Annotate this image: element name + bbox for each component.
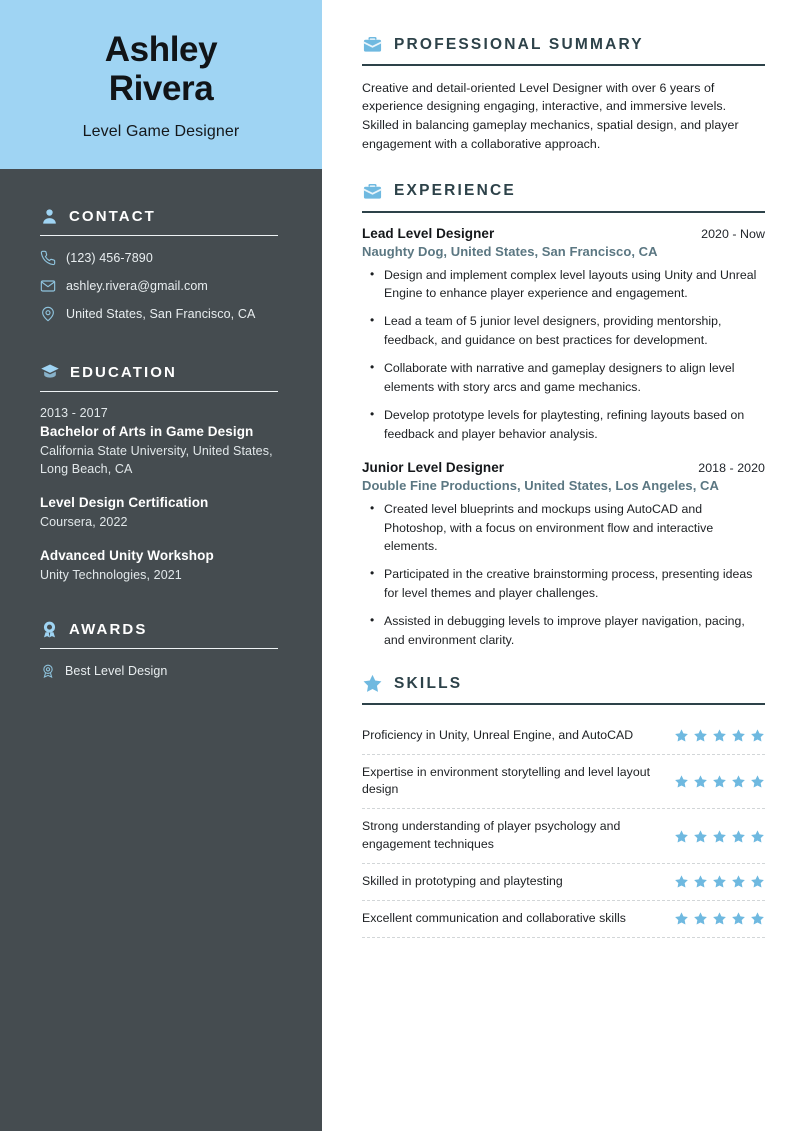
location-pin-icon <box>40 306 56 322</box>
star-icon <box>674 728 689 743</box>
skill-name: Expertise in environment storytelling and level layout design <box>362 764 651 797</box>
contact-section <box>40 193 282 322</box>
star-icon <box>750 829 765 844</box>
experience-item <box>362 226 765 444</box>
contact-location-text: United States, San Francisco, CA <box>66 307 256 322</box>
candidate-job-title: Level Game Designer <box>82 123 240 141</box>
skills-section-header <box>362 673 765 694</box>
education-school: Coursera, 2022 <box>40 514 128 529</box>
experience-bullet: • Develop prototype levels for playtesting, refining layouts based on feedback and player behavior analysis. <box>362 406 765 443</box>
awards-section-title: AWARDS <box>69 621 148 639</box>
star-icon <box>362 673 383 694</box>
star-icon <box>674 874 689 889</box>
skill-name: Strong understanding of player psychology and engagement techniques <box>362 819 621 852</box>
experience-bullet: • Created level blueprints and mockups using AutoCAD and Photoshop, with a focus on environment flow and interactive elements. <box>362 500 765 555</box>
skill-name: Skilled in prototyping and playtesting <box>362 873 563 888</box>
experience-bullet: • Participated in the creative brainstorming process, presenting ideas for level themes and player challenges. <box>362 565 765 602</box>
experience-item-header <box>362 226 765 241</box>
experience-bullets <box>362 500 765 649</box>
experience-item <box>362 460 765 649</box>
skills-divider <box>362 703 765 705</box>
contact-item-email[interactable] <box>40 278 282 294</box>
star-icon <box>674 911 689 926</box>
experience-section-title: EXPERIENCE <box>394 182 516 200</box>
briefcase-icon <box>362 181 383 202</box>
skill-rating <box>674 874 765 889</box>
last-name: Rivera <box>108 69 214 109</box>
education-school: California State University, United States, Long Beach, CA <box>40 444 273 477</box>
awards-section-header <box>40 606 282 639</box>
envelope-icon <box>40 278 56 294</box>
star-icon <box>750 911 765 926</box>
skill-name: Proficiency in Unity, Unreal Engine, and AutoCAD <box>362 727 634 742</box>
education-degree: Advanced Unity Workshop <box>40 547 214 563</box>
star-icon <box>750 774 765 789</box>
star-icon <box>731 728 746 743</box>
education-item <box>40 406 282 479</box>
experience-bullets <box>362 266 765 444</box>
star-icon <box>693 911 708 926</box>
summary-section-title: PROFESSIONAL SUMMARY <box>394 35 644 53</box>
star-icon <box>731 874 746 889</box>
first-name: Ashley <box>104 30 218 69</box>
summary-divider <box>362 64 765 66</box>
skill-rating <box>674 728 765 743</box>
award-text: Best Level Design <box>65 664 168 679</box>
awards-divider <box>40 648 278 649</box>
professional-summary-section <box>362 34 765 154</box>
sidebar-body <box>0 169 322 679</box>
experience-item-header <box>362 460 765 475</box>
star-icon <box>693 728 708 743</box>
star-icon <box>731 774 746 789</box>
experience-company: Double Fine Productions, United States, Los Angeles, CA <box>362 478 719 494</box>
star-icon <box>712 829 727 844</box>
sidebar <box>0 0 322 1131</box>
star-icon <box>750 874 765 889</box>
contact-section-title: CONTACT <box>69 208 156 226</box>
education-item <box>40 495 282 532</box>
skill-name: Excellent communication and collaborative skills <box>362 910 626 925</box>
education-divider <box>40 391 278 392</box>
star-icon <box>674 774 689 789</box>
star-icon <box>712 911 727 926</box>
education-date: 2013 - 2017 <box>40 406 108 421</box>
experience-date: 2018 - 2020 <box>698 461 765 476</box>
education-degree: Level Design Certification <box>40 494 209 510</box>
award-badge-icon <box>40 663 56 679</box>
skill-row <box>362 864 765 901</box>
person-icon <box>40 207 59 226</box>
candidate-name <box>20 30 302 108</box>
experience-role: Junior Level Designer <box>362 460 505 476</box>
skill-row <box>362 718 765 755</box>
experience-bullet: • Assisted in debugging levels to improve player navigation, pacing, and environment clarity. <box>362 612 765 649</box>
awards-section <box>40 606 282 679</box>
education-section-header <box>40 348 282 382</box>
star-icon <box>750 728 765 743</box>
experience-role: Lead Level Designer <box>362 225 495 241</box>
contact-phone-text: (123) 456-7890 <box>66 251 153 266</box>
summary-section-header <box>362 34 765 55</box>
star-icon <box>731 911 746 926</box>
star-icon <box>693 874 708 889</box>
star-icon <box>693 774 708 789</box>
skill-row <box>362 901 765 938</box>
experience-section-header <box>362 181 765 202</box>
skill-row <box>362 809 765 864</box>
skill-rating <box>674 911 765 926</box>
star-icon <box>712 728 727 743</box>
contact-section-header <box>40 193 282 226</box>
education-degree: Bachelor of Arts in Game Design <box>40 424 254 440</box>
experience-bullet: • Collaborate with narrative and gameplay designers to align level elements with story arcs and game mechanics. <box>362 359 765 396</box>
phone-icon <box>40 250 56 266</box>
skills-section <box>362 673 765 937</box>
main-content <box>322 0 800 1131</box>
star-icon <box>674 829 689 844</box>
summary-text: Creative and detail-oriented Level Designer with over 6 years of experience designing engaging, interactive, and immersive levels. Skilled in balancing gameplay mechanics, spatial design, and player engagement with a collaborative approach. <box>362 80 739 152</box>
contact-divider <box>40 235 278 236</box>
education-section-title: EDUCATION <box>70 363 177 381</box>
resume-header <box>0 0 322 169</box>
star-icon <box>712 874 727 889</box>
briefcase-icon <box>362 34 383 55</box>
contact-item-phone[interactable] <box>40 250 282 266</box>
award-badge-icon <box>40 620 59 639</box>
contact-item-location[interactable] <box>40 306 282 322</box>
experience-bullet: • Lead a team of 5 junior level designers, providing mentorship, feedback, and guidance on best practices for development. <box>362 312 765 349</box>
experience-bullet: • Design and implement complex level layouts using Unity and Unreal Engine to enhance player experience and engagement. <box>362 266 765 303</box>
graduation-cap-icon <box>40 362 60 382</box>
star-icon <box>731 829 746 844</box>
experience-divider <box>362 211 765 213</box>
experience-section <box>362 181 765 649</box>
education-school: Unity Technologies, 2021 <box>40 567 182 582</box>
experience-date: 2020 - Now <box>701 226 765 241</box>
star-icon <box>712 774 727 789</box>
experience-company: Naughty Dog, United States, San Francisco, CA <box>362 243 658 259</box>
skill-rating <box>674 774 765 789</box>
star-icon <box>693 829 708 844</box>
education-item <box>40 548 282 585</box>
skill-rating <box>674 829 765 844</box>
award-item <box>40 663 282 679</box>
skill-row <box>362 755 765 810</box>
contact-list <box>40 250 282 322</box>
contact-email-text: ashley.rivera@gmail.com <box>66 279 208 294</box>
skills-section-title: SKILLS <box>394 674 463 692</box>
education-section <box>40 348 282 584</box>
